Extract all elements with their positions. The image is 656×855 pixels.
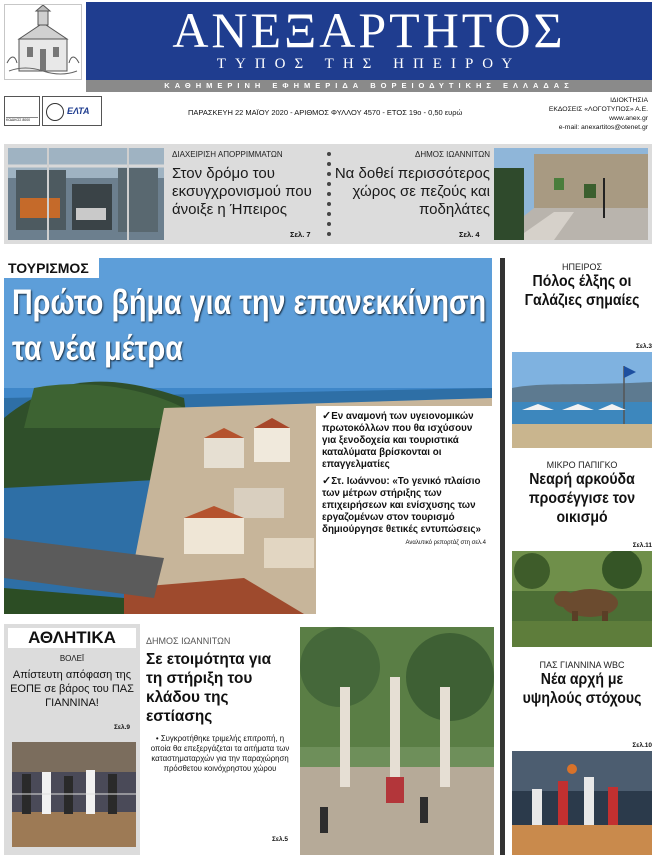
email[interactable]: e-mail: anexartitos@otenet.gr [558, 124, 648, 131]
sports-title: ΑΘΛΗΤΙΚΑ [8, 628, 136, 648]
publisher-label: ΙΔΙΟΚΤΗΣΙΑ [610, 97, 648, 104]
right-story-1-headline[interactable]: Πόλος έλξης οι Γαλάζιες σημαίες [524, 273, 640, 309]
teaser-right-headline[interactable]: Να δοθεί περισσότερος χώρος σε πεζούς και ποδηλάτες [334, 165, 490, 218]
dining-body: • Συγκροτήθηκε τριμελής επιτροπή, η οποία θα επεξεργάζεται τα αιτήματα των καταστηματαρχών για την παραχώρηση πρόσθετου κοινόχρηστου χώρου [150, 734, 290, 773]
info-row [0, 94, 656, 132]
main-bullet-1: ✓Εν αναμονή των υγειονομικών πρωτοκόλλων που θα ισχύσουν για ξενοδοχεία και τουριστικά καταλύματα βρίσκονται οι επαγγελματίες [322, 410, 474, 470]
column-divider [500, 258, 505, 855]
blue-flag-beach-photo[interactable] [512, 352, 652, 448]
main-story[interactable] [4, 258, 492, 614]
dining-page-ref: Σελ.5 [271, 836, 288, 843]
dining-story[interactable] [146, 636, 294, 851]
teaser-strip [4, 144, 652, 244]
teaser-right-kicker: ΔΗΜΟΣ ΙΩΑΝΝΙΤΩΝ [415, 150, 490, 159]
title-band [86, 2, 652, 80]
check-icon: ✓ [322, 410, 332, 422]
publisher-info [478, 96, 648, 132]
dining-kicker: ΔΗΜΟΣ ΙΩΑΝΝΙΤΩΝ [146, 636, 231, 646]
right-story-1-kicker: ΗΠΕΙΡΟΣ [561, 262, 603, 272]
divider-dots [327, 152, 331, 236]
volleyball-photo[interactable] [12, 742, 136, 847]
square-umbrellas-photo[interactable] [300, 627, 494, 855]
castle-street-photo[interactable] [494, 148, 648, 240]
right-story-3-headline[interactable]: Νέα αρχή με υψηλούς στόχους [522, 671, 642, 707]
teaser-left[interactable] [172, 150, 322, 219]
check-icon: ✓ [322, 475, 332, 487]
main-bullet-2: ✓Στ. Ιωάννου: «Το γενικό πλαίσιο των μέτρων στήριξης των επιχειρήσεων και ενίσχυσης των εργαζομένων στον τουρισμό δημιούργησε θετικές εντυπώσεις» [322, 475, 481, 535]
teaser-right-page-ref: Σελ. 4 [459, 230, 480, 239]
elta-label: ΕΛΤΑ [67, 106, 90, 116]
right-story-2-headline[interactable]: Νεαρή αρκούδα προσέγγισε τον οικισμό [528, 471, 636, 526]
sports-headline[interactable]: Απίστευτη απόφαση της ΕΟΠΕ σε βάρος του ΠΑΣ ΓΙΑΝΝΙΝΑ! [10, 669, 134, 709]
report-ref: Αναλυτικό ρεπορτάζ στη σελ.4 [405, 540, 486, 546]
dining-headline[interactable]: Σε ετοιμότητα για τη στήριξη του κλάδου της εστίασης [146, 651, 272, 725]
main-bullets [316, 406, 492, 614]
teaser-left-page-ref: Σελ. 7 [290, 230, 311, 239]
right-story-1-page-ref: Σελ.3 [635, 343, 652, 350]
right-story-2-kicker: ΜΙΚΡΟ ΠΑΠΙΓΚΟ [546, 460, 618, 470]
basketball-photo[interactable] [512, 751, 652, 855]
right-story-3[interactable] [512, 660, 652, 708]
elta-badge [42, 96, 102, 126]
recycling-plant-photo[interactable] [8, 148, 164, 240]
teaser-left-kicker: ΔΙΑΧΕΙΡΙΣΗ ΑΠΟΡΡΙΜΜΑΤΩΝ [172, 150, 283, 159]
main-headline[interactable]: Πρώτο βήμα για την επανεκκίνηση τα νέα μέτρα [12, 283, 487, 368]
sports-page-ref: Σελ.9 [113, 724, 130, 731]
church-logo [4, 4, 82, 80]
masthead [0, 0, 656, 92]
sports-box[interactable] [4, 624, 140, 855]
seal-icon [46, 103, 64, 121]
right-story-3-kicker: ΠΑΣ ΓΙΑΝΝΙΝΑ WBC [539, 660, 625, 670]
newspaper-subtitle: ΤΥΠΟΣ ΤΗΣ ΗΠΕΙΡΟΥ [216, 56, 522, 72]
section-tag-tourism: ΤΟΥΡΙΣΜΟΣ [4, 258, 99, 278]
right-story-2[interactable] [512, 460, 652, 527]
issue-line: ΠΑΡΑΣΚΕΥΗ 22 ΜΑΪΟΥ 2020 - ΑΡΙΘΜΟΣ ΦΥΛΛΟΥ 4570 - ΕΤΟΣ 19ο - 0,50 ευρώ [188, 108, 463, 117]
stamp-code: ΚΩΔΙΚΟΣ 8000 [6, 118, 31, 122]
sports-kicker: ΒΟΛΕΪ [59, 654, 85, 663]
postage-stamp [4, 96, 40, 126]
bear-photo[interactable] [512, 551, 652, 647]
tagline: ΚΑΘΗΜΕΡΙΝΗ ΕΦΗΜΕΡΙΔΑ ΒΟΡΕΙΟΔΥΤΙΚΗΣ ΕΛΛΑΔΑΣ [86, 80, 652, 92]
publisher-name: ΕΚΔΟΣΕΙΣ «ΛΟΓΟΤΥΠΟΣ» Α.Ε. [548, 106, 648, 113]
right-story-2-page-ref: Σελ.11 [632, 542, 652, 549]
right-story-3-page-ref: Σελ.10 [632, 742, 652, 749]
teaser-right[interactable] [334, 150, 490, 219]
website[interactable]: www.anex.gr [609, 115, 648, 122]
teaser-left-headline[interactable]: Στον δρόμο του εκσυγχρονισμού που άνοιξε η Ήπειρος [172, 165, 312, 218]
right-story-1[interactable] [512, 262, 652, 310]
newspaper-title: ΑΝΕΞΑΡΤΗΤΟΣ [172, 2, 566, 58]
